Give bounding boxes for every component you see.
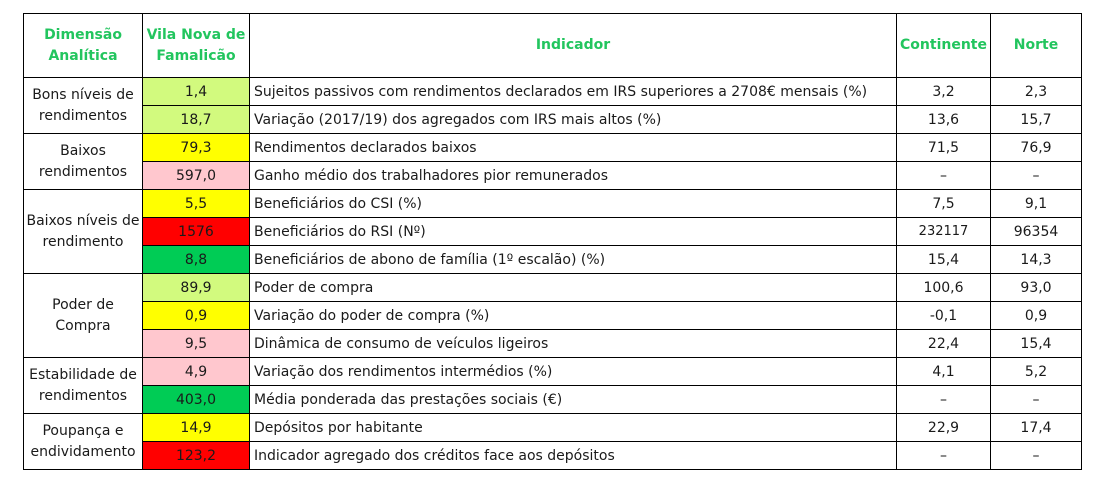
norte-cell: 9,1 xyxy=(991,190,1082,218)
norte-cell: 2,3 xyxy=(991,78,1082,106)
table-row xyxy=(24,274,1082,302)
municipality-value-cell: 0,9 xyxy=(143,302,250,330)
table-row xyxy=(24,442,1082,470)
municipality-value-cell: 79,3 xyxy=(143,134,250,162)
indicator-cell: Rendimentos declarados baixos xyxy=(250,134,897,162)
municipality-value-cell: 8,8 xyxy=(143,246,250,274)
municipality-value-cell: 1576 xyxy=(143,218,250,246)
indicator-cell: Indicador agregado dos créditos face aos depósitos xyxy=(250,442,897,470)
header-norte: Norte xyxy=(991,14,1082,78)
municipality-value-cell: 89,9 xyxy=(143,274,250,302)
norte-cell: – xyxy=(991,386,1082,414)
table-row xyxy=(24,358,1082,386)
dimension-cell: Bons níveis de rendimentos xyxy=(24,78,143,134)
continente-cell: 15,4 xyxy=(897,246,991,274)
indicator-cell: Beneficiários do CSI (%) xyxy=(250,190,897,218)
municipality-value-cell: 5,5 xyxy=(143,190,250,218)
norte-cell: 5,2 xyxy=(991,358,1082,386)
continente-cell: -0,1 xyxy=(897,302,991,330)
table-row xyxy=(24,78,1082,106)
continente-cell: 100,6 xyxy=(897,274,991,302)
continente-cell: 71,5 xyxy=(897,134,991,162)
dimension-cell: Poupança e endividamento xyxy=(24,414,143,470)
norte-cell: – xyxy=(991,162,1082,190)
continente-cell: 4,1 xyxy=(897,358,991,386)
norte-cell: 0,9 xyxy=(991,302,1082,330)
dimension-cell: Baixos rendimentos xyxy=(24,134,143,190)
dimension-cell: Baixos níveis de rendimento xyxy=(24,190,143,274)
indicator-cell: Sujeitos passivos com rendimentos declarados em IRS superiores a 2708€ mensais (%) xyxy=(250,78,897,106)
continente-cell: – xyxy=(897,442,991,470)
norte-cell: 14,3 xyxy=(991,246,1082,274)
continente-cell: – xyxy=(897,162,991,190)
continente-cell: 13,6 xyxy=(897,106,991,134)
table-row xyxy=(24,386,1082,414)
municipality-value-cell: 4,9 xyxy=(143,358,250,386)
table-row xyxy=(24,190,1082,218)
municipality-value-cell: 597,0 xyxy=(143,162,250,190)
continente-cell: – xyxy=(897,386,991,414)
continente-cell: 3,2 xyxy=(897,78,991,106)
norte-cell: 76,9 xyxy=(991,134,1082,162)
table-row xyxy=(24,218,1082,246)
continente-cell: 22,4 xyxy=(897,330,991,358)
indicators-table xyxy=(23,13,1082,470)
norte-cell: 17,4 xyxy=(991,414,1082,442)
municipality-value-cell: 1,4 xyxy=(143,78,250,106)
norte-cell: 96354 xyxy=(991,218,1082,246)
table-row xyxy=(24,106,1082,134)
norte-cell: 93,0 xyxy=(991,274,1082,302)
continente-cell: 7,5 xyxy=(897,190,991,218)
indicator-cell: Depósitos por habitante xyxy=(250,414,897,442)
header-indicator: Indicador xyxy=(250,14,897,78)
indicator-cell: Poder de compra xyxy=(250,274,897,302)
indicator-cell: Beneficiários do RSI (Nº) xyxy=(250,218,897,246)
norte-cell: 15,7 xyxy=(991,106,1082,134)
norte-cell: 15,4 xyxy=(991,330,1082,358)
indicator-cell: Média ponderada das prestações sociais (€) xyxy=(250,386,897,414)
continente-cell: 22,9 xyxy=(897,414,991,442)
table-row xyxy=(24,162,1082,190)
indicator-cell: Variação do poder de compra (%) xyxy=(250,302,897,330)
table-row xyxy=(24,134,1082,162)
header-municipality: Vila Nova de Famalicão xyxy=(143,14,250,78)
header-row xyxy=(24,14,1082,78)
dimension-cell: Estabilidade de rendimentos xyxy=(24,358,143,414)
table-row xyxy=(24,414,1082,442)
norte-cell: – xyxy=(991,442,1082,470)
header-continente: Continente xyxy=(897,14,991,78)
indicator-cell: Ganho médio dos trabalhadores pior remunerados xyxy=(250,162,897,190)
municipality-value-cell: 9,5 xyxy=(143,330,250,358)
table-row xyxy=(24,330,1082,358)
indicator-cell: Beneficiários de abono de família (1º escalão) (%) xyxy=(250,246,897,274)
indicator-cell: Variação (2017/19) dos agregados com IRS mais altos (%) xyxy=(250,106,897,134)
indicator-cell: Dinâmica de consumo de veículos ligeiros xyxy=(250,330,897,358)
indicator-cell: Variação dos rendimentos intermédios (%) xyxy=(250,358,897,386)
municipality-value-cell: 123,2 xyxy=(143,442,250,470)
continente-cell: 232117 xyxy=(897,218,991,246)
municipality-value-cell: 14,9 xyxy=(143,414,250,442)
municipality-value-cell: 403,0 xyxy=(143,386,250,414)
table-row xyxy=(24,302,1082,330)
table-row xyxy=(24,246,1082,274)
municipality-value-cell: 18,7 xyxy=(143,106,250,134)
table-body xyxy=(24,78,1082,470)
dimension-cell: Poder de Compra xyxy=(24,274,143,358)
header-dimension: Dimensão Analítica xyxy=(24,14,143,78)
